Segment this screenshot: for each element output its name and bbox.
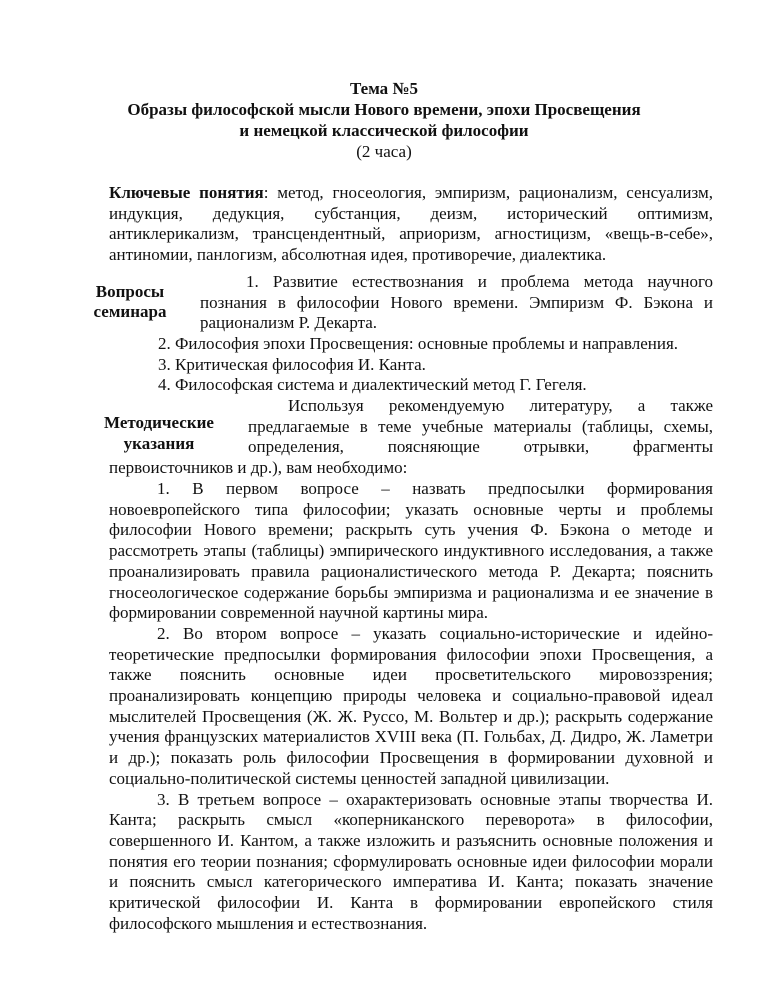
guidelines-label bbox=[70, 412, 248, 454]
guidelines-label-line2: указания bbox=[123, 434, 195, 453]
guideline-item-2: 2. Во втором вопросе – указать социально-исторические и идейно-теоретические предпосылки формирования философии эпохи Просвещения, а также пояснить основные идеи просветительского мировоззрения; проанализировать концепцию природы человека и социально-правовой идеал мыслителей Просвещения (Ж. Ж. Руссо, М. Вольтер и др.); раскрыть содержание учения французских материалистов XVIII века (П. Гольбах, Д. Дидро, Ж. Ламетри и др.); показать роль философии Просвещения в формировании духовной и социально-политической системы ценностей западной цивилизации. bbox=[109, 623, 713, 788]
seminar-question-3: 3. Критическая философия И. Канта. bbox=[158, 354, 426, 374]
seminar-label-line1: Вопросы bbox=[95, 282, 165, 301]
topic-number: Тема №5 bbox=[349, 79, 419, 98]
topic-title-line2: и немецкой классической философии bbox=[239, 121, 529, 140]
topic-title-line1: Образы философской мысли Нового времени, эпохи Просвещения bbox=[127, 100, 641, 119]
seminar-question-2: 2. Философия эпохи Просвещения: основные проблемы и направления. bbox=[158, 334, 679, 353]
topic-hours: (2 часа) bbox=[356, 142, 412, 161]
guidelines-intro: Используя рекомендуемую литературу, а также предлагаемые в теме учебные материалы (таблицы, схемы, определения, поясняющие отрывки, фрагменты bbox=[248, 396, 713, 457]
guidelines-intro-end: первоисточников и др.), вам необходимо: bbox=[109, 458, 408, 477]
seminar-question-4: 4. Философская система и диалектический метод Г. Гегеля. bbox=[158, 375, 587, 395]
guideline-item-3: 3. В третьем вопросе – охарактеризовать основные этапы творчества И. Канта; раскрыть смысл «коперниканского переворота» в философии, совершенного И. Кантом, а также изложить и разъяснить основные положения и понятия его теории познания; сформулировать основные идеи философии морали и пояснить смысл категорического императива И. Канта; показать значение критической философии И. Канта в формировании европейского стиля философского мышления и естествознания. bbox=[109, 789, 713, 933]
title-block bbox=[0, 78, 768, 162]
key-concepts bbox=[109, 183, 713, 266]
guideline-item-1: 1. В первом вопросе – назвать предпосылки формирования новоевропейского типа философии; указать основные черты и проблемы философии Нового времени; раскрыть суть учения Ф. Бэкона о методе и рассмотреть этапы (таблицы) эмпирического индуктивного исследования, а также проанализировать правила рационалистического метода Р. Декарта; пояснить гносеологическое содержание борьбы эмпиризма и рационализма и ее значение в формировании современной научной картины мира. bbox=[109, 479, 713, 623]
key-concepts-label: Ключевые понятия bbox=[109, 183, 264, 202]
guidelines-body bbox=[109, 479, 713, 934]
seminar-question-1: 1. Развитие естествознания и проблема метода научного познания в философии Нового времени. Эмпиризм Ф. Бэкона и рационализм Р. Декарта. bbox=[200, 272, 713, 333]
seminar-questions-list bbox=[158, 334, 718, 396]
guidelines-label-line1: Методические bbox=[104, 413, 214, 432]
seminar-questions-label bbox=[60, 282, 200, 322]
key-concepts-text: : метод, гносеология, эмпиризм, рационализм, сенсуализм, индукция, дедукция, субстанция, деизм, исторический оптимизм, антиклерикализм, трансцендентный, априоризм, агностицизм, «вещь-в-себе», антиномии, панлогизм, абсолютная идея, противоречие, диалектика. bbox=[109, 183, 713, 265]
seminar-label-line2: семинара bbox=[93, 302, 167, 321]
